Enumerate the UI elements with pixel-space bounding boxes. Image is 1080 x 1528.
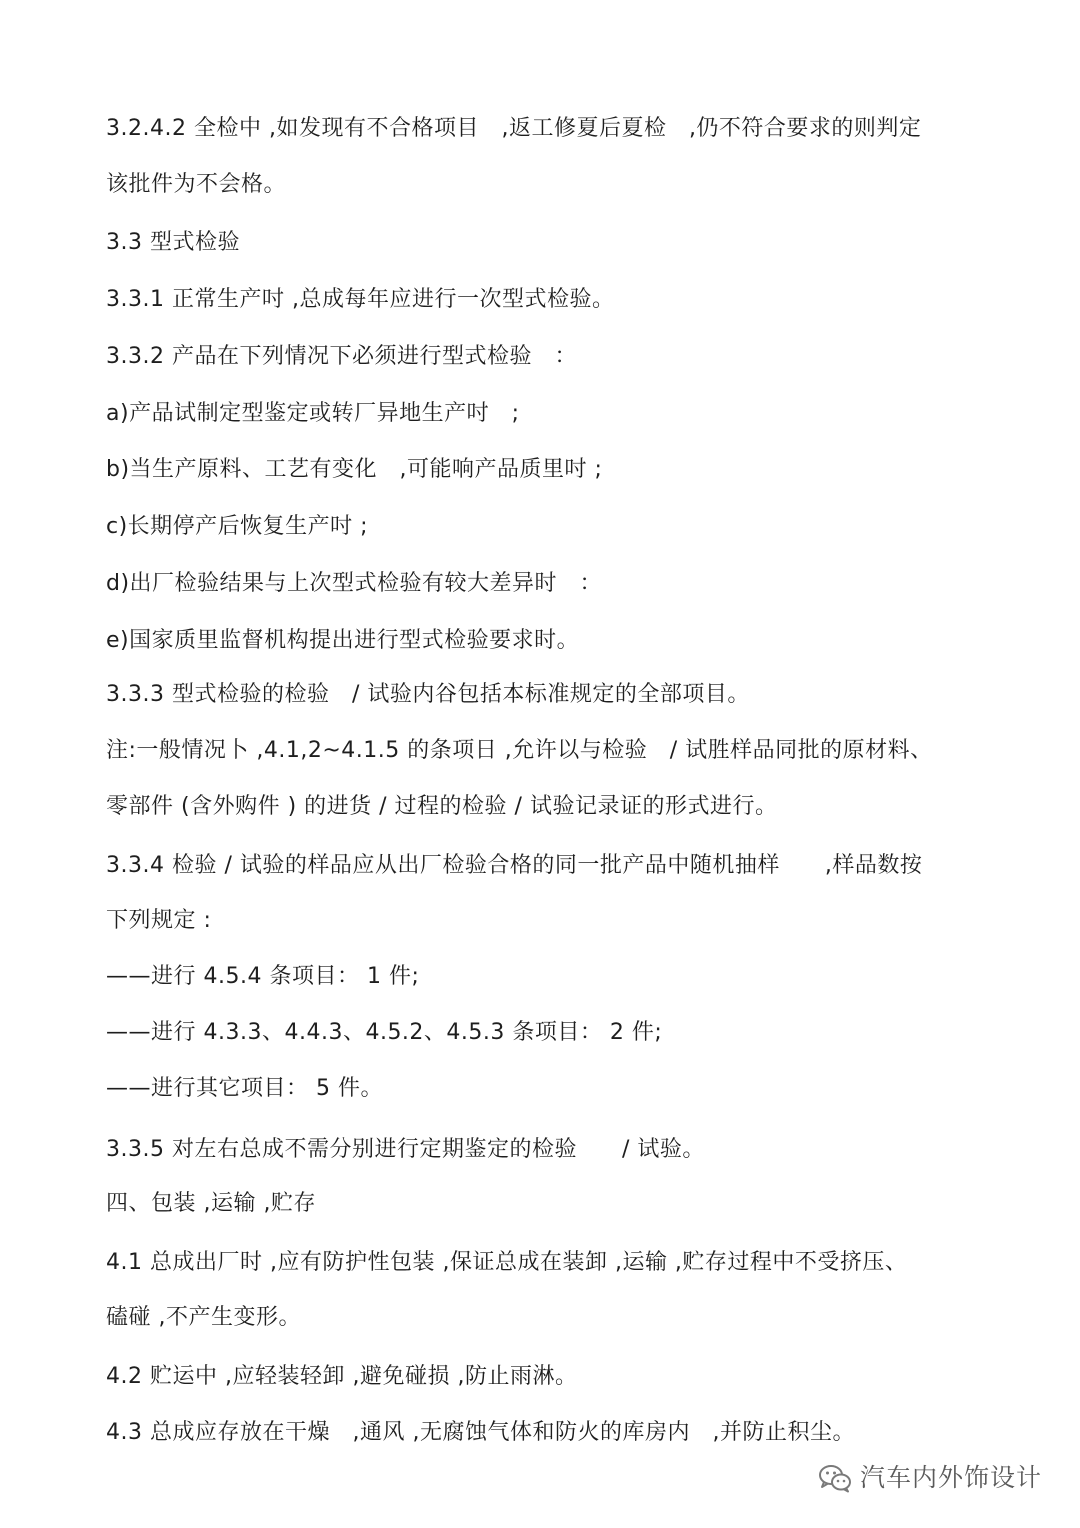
text-line: 3.2.4.2 全检中 ,如发现有不合格项目 ,返工修夏后夏检 ,仍不符合要求的则判定: [106, 116, 922, 141]
text-line: 3.3.1 正常生产吋 ,总成每年应进行一次型式检验。: [106, 287, 615, 312]
watermark-text: 汽车内外饰设计: [860, 1463, 1043, 1492]
wechat-icon: [818, 1463, 852, 1493]
watermark: [818, 1460, 1042, 1496]
note-line: 注:一般情况卜 ,4.1,2~4.1.5 的条项日 ,允许以与检验 / 试胜样品同批的原材料、: [106, 738, 933, 763]
note-line: 零部件 (含外购件 ) 的进货 / 过程的检验 / 试验记录证的形式进行。: [106, 794, 778, 819]
list-item: ——进行其它项目： 5 件。: [106, 1076, 383, 1101]
text-line: 4.3 总成应存放在干燥 ,通风 ,无腐蚀气体和防火的库房内 ,并防止积尘。: [106, 1420, 855, 1445]
text-line: 4.1 总成出厂时 ,应有防护性包装 ,保证总成在装卸 ,运输 ,贮存过程中不受挤压、: [106, 1250, 908, 1275]
section-heading: 四、包装 ,运输 ,贮存: [106, 1191, 316, 1216]
list-item: a)产品试制定型鉴定或转厂异地生产吋 ;: [106, 401, 520, 426]
list-item: ——进行 4.3.3、4.4.3、4.5.2、4.5.3 条项目： 2 件;: [106, 1020, 663, 1045]
list-item: b)当生产原料、工艺有变化 ,可能响产品质里吋 ;: [106, 457, 603, 482]
list-item: d)出厂检验结果与上次型式检验有较大差异时 ：: [106, 571, 603, 596]
list-item: c)长期停产后恢复生产吋 ;: [106, 514, 369, 539]
list-item: ——进行 4.5.4 条项目： 1 件;: [106, 964, 420, 989]
text-line: 该批件为不会格。: [106, 172, 287, 197]
text-line: 下列规定 :: [106, 908, 212, 933]
text-line: 磕碰 ,不产生变形。: [106, 1305, 301, 1330]
text-line: 4.2 贮运中 ,应轻装轻卸 ,避免碰损 ,防止雨淋。: [106, 1364, 578, 1389]
text-line: 3.3.4 检验 / 试验的样品应从出厂检验合格的同一批产品中随机抽样 ,样品数按: [106, 853, 923, 878]
list-item: e)国家质里监督机构提出进行型式检验要求时。: [106, 628, 580, 653]
text-line: 3.3.3 型式检验的检验 / 试验内谷包括本标准规定的全部项目。: [106, 682, 750, 707]
text-line: 3.3.5 对左右总成不需分别进行定期鉴定的检验 / 试验。: [106, 1137, 705, 1162]
text-line: 3.3.2 产品在下列情况下必须进行型式检验 ：: [106, 344, 577, 369]
section-heading: 3.3 型式检验: [106, 230, 240, 255]
